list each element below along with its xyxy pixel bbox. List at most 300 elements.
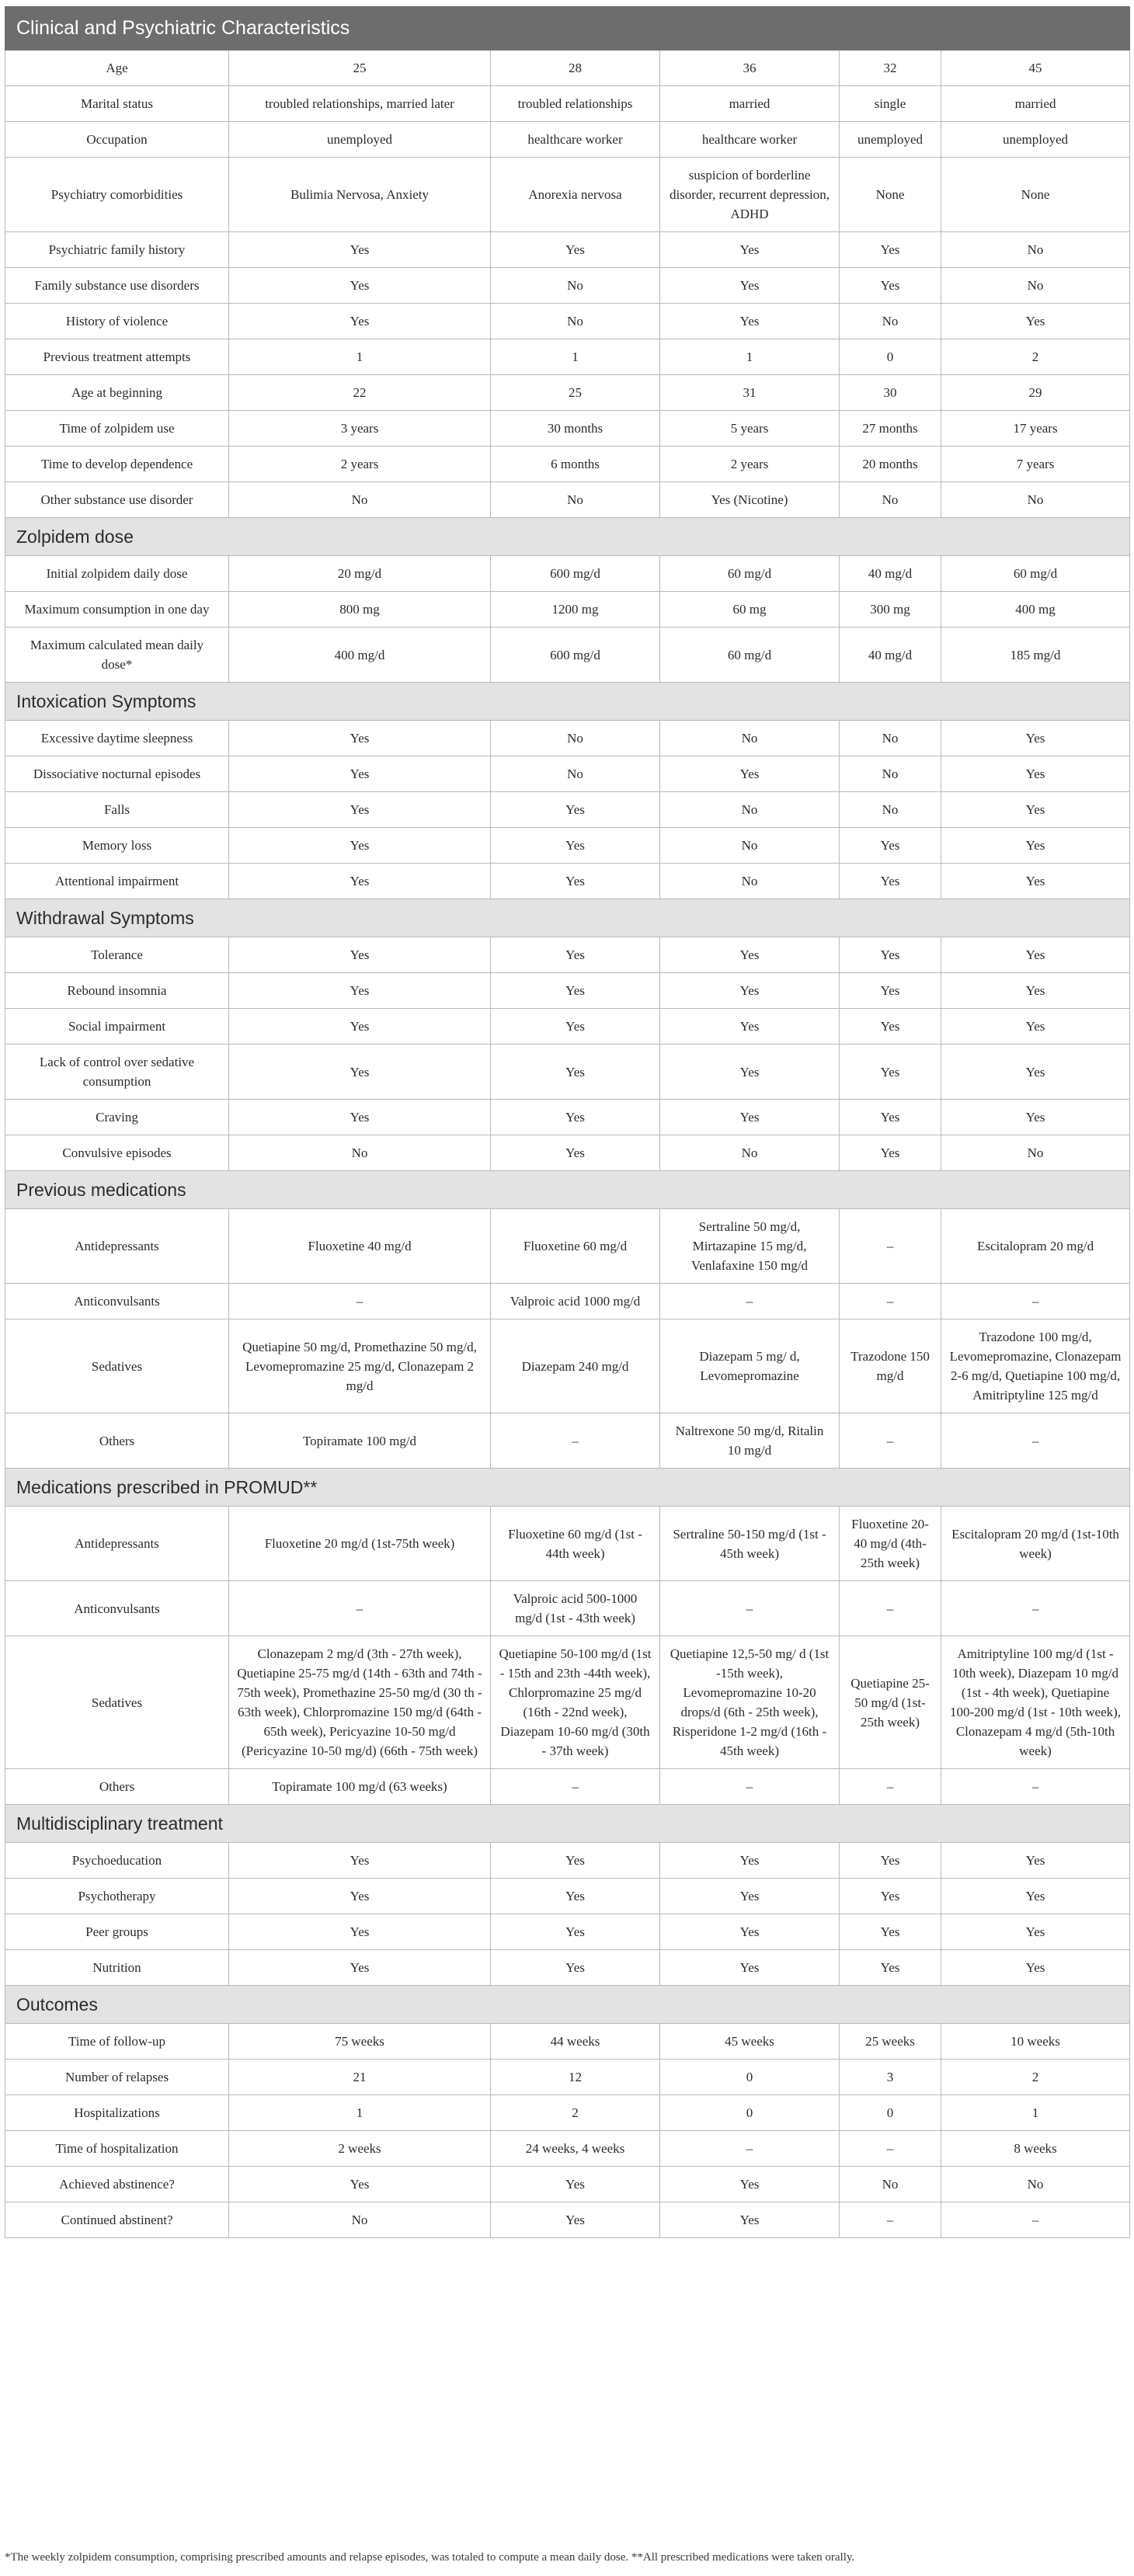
patient-3-cell: suspicion of borderline disorder, recurrent depression, ADHD [660, 158, 840, 232]
patient-2-cell: Yes [491, 1843, 660, 1879]
patient-1-cell: Yes [229, 1843, 491, 1879]
table-row [5, 556, 1130, 592]
patient-4-cell: Yes [840, 937, 941, 973]
table-row [5, 482, 1130, 518]
patient-3-cell: – [660, 2131, 840, 2167]
row-label: Psychotherapy [5, 1879, 229, 1914]
section-title: Previous medications [5, 1171, 1130, 1209]
row-label: Sedatives [5, 1636, 229, 1769]
table-row [5, 304, 1130, 339]
patient-2-cell: 600 mg/d [491, 556, 660, 592]
patient-1-cell: 1 [229, 339, 491, 375]
patient-2-cell: Yes [491, 792, 660, 828]
row-label: Achieved abstinence? [5, 2167, 229, 2202]
patient-1-cell: 800 mg [229, 592, 491, 627]
patient-2-cell: 600 mg/d [491, 627, 660, 683]
row-label: Marital status [5, 86, 229, 122]
patient-4-cell: Fluoxetine 20-40 mg/d (4th-25th week) [840, 1507, 941, 1581]
row-label: Family substance use disorders [5, 268, 229, 304]
table-row [5, 86, 1130, 122]
table-row [5, 1319, 1130, 1413]
table-row [5, 2167, 1130, 2202]
patient-5-cell: – [941, 1769, 1130, 1805]
patient-3-cell: 60 mg/d [660, 556, 840, 592]
section-header-previous-medications [5, 1171, 1130, 1209]
patient-5-cell: No [941, 232, 1130, 268]
patient-2-cell: Yes [491, 1135, 660, 1171]
patient-5-cell: 400 mg [941, 592, 1130, 627]
patient-3-cell: Yes [660, 2167, 840, 2202]
patient-3-cell: 60 mg [660, 592, 840, 627]
table-row [5, 2095, 1130, 2131]
patient-2-cell: Yes [491, 1100, 660, 1135]
patient-3-cell: Yes [660, 268, 840, 304]
patient-2-cell: Yes [491, 2167, 660, 2202]
patient-1-cell: Yes [229, 721, 491, 756]
section-header-intoxication-symptoms [5, 683, 1130, 721]
patient-1-cell: Fluoxetine 40 mg/d [229, 1209, 491, 1284]
patient-2-cell: Yes [491, 1879, 660, 1914]
patient-2-cell: No [491, 721, 660, 756]
patient-5-cell: – [941, 2202, 1130, 2238]
patient-5-cell: Yes [941, 1950, 1130, 1986]
row-label: Convulsive episodes [5, 1135, 229, 1171]
row-label: Number of relapses [5, 2060, 229, 2095]
patient-4-cell: Yes [840, 1879, 941, 1914]
patient-1-cell: 20 mg/d [229, 556, 491, 592]
row-label: Rebound insomnia [5, 973, 229, 1009]
patient-5-cell: Yes [941, 1100, 1130, 1135]
patient-2-cell: Yes [491, 232, 660, 268]
patient-3-cell: 36 [660, 50, 840, 86]
patient-5-cell: Yes [941, 1914, 1130, 1950]
patient-1-cell: Yes [229, 973, 491, 1009]
patient-1-cell: 25 [229, 50, 491, 86]
patient-1-cell: Yes [229, 864, 491, 899]
patient-2-cell: Fluoxetine 60 mg/d (1st - 44th week) [491, 1507, 660, 1581]
patient-3-cell: Yes [660, 1843, 840, 1879]
table-row [5, 122, 1130, 158]
patient-1-cell: Yes [229, 1045, 491, 1100]
patient-2-cell: Yes [491, 2202, 660, 2238]
patient-3-cell: Yes [660, 304, 840, 339]
row-label: Psychiatry comorbidities [5, 158, 229, 232]
table-row [5, 1135, 1130, 1171]
patient-3-cell: 2 years [660, 447, 840, 482]
table-title-row [5, 7, 1130, 50]
patient-1-cell: Yes [229, 937, 491, 973]
patient-4-cell: Yes [840, 1009, 941, 1045]
patient-5-cell: Yes [941, 828, 1130, 864]
row-label: Anticonvulsants [5, 1581, 229, 1636]
patient-3-cell: 31 [660, 375, 840, 411]
section-header-multidisciplinary-treatment [5, 1805, 1130, 1843]
patient-4-cell: – [840, 1769, 941, 1805]
patient-1-cell: 22 [229, 375, 491, 411]
table-row [5, 1045, 1130, 1100]
patient-5-cell: Yes [941, 1843, 1130, 1879]
patient-5-cell: – [941, 1581, 1130, 1636]
section-title: Medications prescribed in PROMUD** [5, 1469, 1130, 1507]
patient-5-cell: Yes [941, 721, 1130, 756]
patient-5-cell: No [941, 2167, 1130, 2202]
patient-1-cell: No [229, 482, 491, 518]
patient-4-cell: Yes [840, 1135, 941, 1171]
patient-2-cell: 6 months [491, 447, 660, 482]
patient-4-cell: Yes [840, 1843, 941, 1879]
patient-4-cell: 40 mg/d [840, 556, 941, 592]
patient-4-cell: 27 months [840, 411, 941, 447]
patient-5-cell: 2 [941, 339, 1130, 375]
patient-3-cell: 0 [660, 2060, 840, 2095]
patient-3-cell: Yes [660, 1879, 840, 1914]
patient-1-cell: Yes [229, 2167, 491, 2202]
patient-5-cell: Escitalopram 20 mg/d (1st-10th week) [941, 1507, 1130, 1581]
patient-1-cell: 2 years [229, 447, 491, 482]
table-row [5, 411, 1130, 447]
section-title: Multidisciplinary treatment [5, 1805, 1130, 1843]
patient-1-cell: Clonazepam 2 mg/d (3th - 27th week), Quetiapine 25-75 mg/d (14th - 63th and 74th - 75th week), Promethazine 25-50 mg/d (30 th - 63th week), Chlorpromazine 150 mg/d (64th - 65th week), Pericyazine 10-50 mg/d (Pericyazine 10-50 mg/d) (66th - 75th week) [229, 1636, 491, 1769]
patient-1-cell: Topiramate 100 mg/d [229, 1413, 491, 1469]
patient-5-cell: Yes [941, 1879, 1130, 1914]
patient-5-cell: 8 weeks [941, 2131, 1130, 2167]
patient-4-cell: No [840, 2167, 941, 2202]
patient-1-cell: 1 [229, 2095, 491, 2131]
table-row [5, 792, 1130, 828]
patient-2-cell: Yes [491, 973, 660, 1009]
row-label: Excessive daytime sleepness [5, 721, 229, 756]
patient-3-cell: 60 mg/d [660, 627, 840, 683]
table-row [5, 1914, 1130, 1950]
patient-5-cell: Trazodone 100 mg/d, Levomepromazine, Clonazepam 2-6 mg/d, Quetiapine 100 mg/d, Amitriptyline 125 mg/d [941, 1319, 1130, 1413]
patient-1-cell: Yes [229, 1950, 491, 1986]
patient-3-cell: No [660, 1135, 840, 1171]
patient-5-cell: 2 [941, 2060, 1130, 2095]
row-label: Previous treatment attempts [5, 339, 229, 375]
table-row [5, 158, 1130, 232]
patient-3-cell: Yes [660, 1914, 840, 1950]
section-header-outcomes [5, 1986, 1130, 2024]
table-row [5, 1581, 1130, 1636]
table-row [5, 864, 1130, 899]
patient-2-cell: – [491, 1769, 660, 1805]
row-label: Time of hospitalization [5, 2131, 229, 2167]
patient-4-cell: 40 mg/d [840, 627, 941, 683]
patient-4-cell: 0 [840, 339, 941, 375]
patient-2-cell: 28 [491, 50, 660, 86]
patient-4-cell: No [840, 756, 941, 792]
patient-4-cell: Yes [840, 1914, 941, 1950]
patient-2-cell: healthcare worker [491, 122, 660, 158]
patient-2-cell: Fluoxetine 60 mg/d [491, 1209, 660, 1284]
footnote-1: *The weekly zolpidem consumption, comprising prescribed amounts and relapse episodes, was totaled to compute a mean daily dose. [5, 2551, 629, 2564]
patient-5-cell: 10 weeks [941, 2024, 1130, 2060]
patient-3-cell: 5 years [660, 411, 840, 447]
patient-3-cell: – [660, 1769, 840, 1805]
patient-5-cell: 17 years [941, 411, 1130, 447]
patient-4-cell: Yes [840, 1100, 941, 1135]
table-row [5, 1636, 1130, 1769]
patient-4-cell: No [840, 721, 941, 756]
patient-5-cell: Yes [941, 756, 1130, 792]
patient-3-cell: – [660, 1581, 840, 1636]
patient-2-cell: No [491, 268, 660, 304]
patient-1-cell: Yes [229, 232, 491, 268]
patient-5-cell: Yes [941, 1009, 1130, 1045]
patient-4-cell: – [840, 1209, 941, 1284]
table-row [5, 937, 1130, 973]
patient-5-cell: – [941, 1413, 1130, 1469]
patient-1-cell: Fluoxetine 20 mg/d (1st-75th week) [229, 1507, 491, 1581]
patient-3-cell: Sertraline 50 mg/d, Mirtazapine 15 mg/d, Venlafaxine 150 mg/d [660, 1209, 840, 1284]
patient-5-cell: Escitalopram 20 mg/d [941, 1209, 1130, 1284]
patient-3-cell: healthcare worker [660, 122, 840, 158]
patient-5-cell: 29 [941, 375, 1130, 411]
footnote [5, 2551, 1129, 2564]
patient-2-cell: Anorexia nervosa [491, 158, 660, 232]
patient-3-cell: Yes [660, 937, 840, 973]
patient-4-cell: No [840, 304, 941, 339]
patient-2-cell: 25 [491, 375, 660, 411]
row-label: Others [5, 1413, 229, 1469]
row-label: Antidepressants [5, 1209, 229, 1284]
patient-1-cell: troubled relationships, married later [229, 86, 491, 122]
patient-5-cell: No [941, 1135, 1130, 1171]
patient-2-cell: No [491, 304, 660, 339]
row-label: Other substance use disorder [5, 482, 229, 518]
section-header-zolpidem-dose [5, 518, 1130, 556]
patient-3-cell: 1 [660, 339, 840, 375]
table-row [5, 232, 1130, 268]
patient-5-cell: 185 mg/d [941, 627, 1130, 683]
characteristics-table [5, 6, 1130, 2238]
row-label: Falls [5, 792, 229, 828]
row-label: Others [5, 1769, 229, 1805]
patient-3-cell: Yes [660, 1950, 840, 1986]
patient-3-cell: – [660, 1284, 840, 1319]
table-row [5, 1843, 1130, 1879]
patient-3-cell: Naltrexone 50 mg/d, Ritalin 10 mg/d [660, 1413, 840, 1469]
patient-1-cell: Yes [229, 756, 491, 792]
patient-4-cell: Yes [840, 232, 941, 268]
patient-2-cell: 1 [491, 339, 660, 375]
table-row [5, 50, 1130, 86]
patient-5-cell: No [941, 482, 1130, 518]
patient-2-cell: 12 [491, 2060, 660, 2095]
row-label: Initial zolpidem daily dose [5, 556, 229, 592]
footnote-2: **All prescribed medications were taken orally. [631, 2551, 855, 2564]
patient-5-cell: Yes [941, 864, 1130, 899]
row-label: Dissociative nocturnal episodes [5, 756, 229, 792]
patient-1-cell: Yes [229, 268, 491, 304]
patient-1-cell: unemployed [229, 122, 491, 158]
table-row [5, 2024, 1130, 2060]
table-title: Clinical and Psychiatric Characteristics [5, 7, 1130, 50]
patient-1-cell: Bulimia Nervosa, Anxiety [229, 158, 491, 232]
patient-1-cell: 75 weeks [229, 2024, 491, 2060]
patient-3-cell: married [660, 86, 840, 122]
patient-5-cell: Yes [941, 973, 1130, 1009]
row-label: Peer groups [5, 1914, 229, 1950]
patient-5-cell: No [941, 268, 1130, 304]
patient-4-cell: No [840, 792, 941, 828]
patient-4-cell: No [840, 482, 941, 518]
table-row [5, 339, 1130, 375]
patient-5-cell: Yes [941, 304, 1130, 339]
patient-3-cell: No [660, 864, 840, 899]
row-label: Time of zolpidem use [5, 411, 229, 447]
table-row [5, 721, 1130, 756]
row-label: Time to develop dependence [5, 447, 229, 482]
table-row [5, 592, 1130, 627]
patient-3-cell: No [660, 828, 840, 864]
patient-2-cell: 30 months [491, 411, 660, 447]
patient-4-cell: – [840, 2131, 941, 2167]
patient-5-cell: 60 mg/d [941, 556, 1130, 592]
patient-1-cell: – [229, 1284, 491, 1319]
row-label: Maximum consumption in one day [5, 592, 229, 627]
row-label: Craving [5, 1100, 229, 1135]
patient-3-cell: Yes [660, 2202, 840, 2238]
row-label: Attentional impairment [5, 864, 229, 899]
patient-4-cell: – [840, 1284, 941, 1319]
section-title: Intoxication Symptoms [5, 683, 1130, 721]
patient-5-cell: None [941, 158, 1130, 232]
patient-2-cell: Valproic acid 500-1000 mg/d (1st - 43th week) [491, 1581, 660, 1636]
table-row [5, 2202, 1130, 2238]
patient-3-cell: Yes [660, 756, 840, 792]
patient-1-cell: Yes [229, 304, 491, 339]
table-row [5, 2131, 1130, 2167]
patient-3-cell: Yes [660, 1045, 840, 1100]
patient-3-cell: 0 [660, 2095, 840, 2131]
patient-3-cell: 45 weeks [660, 2024, 840, 2060]
patient-2-cell: 1200 mg [491, 592, 660, 627]
patient-4-cell: Yes [840, 1045, 941, 1100]
patient-4-cell: 20 months [840, 447, 941, 482]
patient-2-cell: Yes [491, 1914, 660, 1950]
patient-5-cell: Yes [941, 792, 1130, 828]
patient-1-cell: No [229, 1135, 491, 1171]
table-row [5, 375, 1130, 411]
patient-4-cell: – [840, 2202, 941, 2238]
table-row [5, 756, 1130, 792]
patient-2-cell: Yes [491, 828, 660, 864]
patient-3-cell: Quetiapine 12,5-50 mg/ d (1st -15th week), Levomepromazine 10-20 drops/d (6th - 25th week), Risperidone 1-2 mg/d (16th - 45th week) [660, 1636, 840, 1769]
patient-2-cell: 44 weeks [491, 2024, 660, 2060]
table-row [5, 1507, 1130, 1581]
patient-1-cell: Yes [229, 828, 491, 864]
patient-4-cell: Yes [840, 973, 941, 1009]
patient-1-cell: Yes [229, 1914, 491, 1950]
row-label: Lack of control over sedative consumption [5, 1045, 229, 1100]
patient-3-cell: Yes [660, 232, 840, 268]
table-row [5, 1950, 1130, 1986]
patient-2-cell: No [491, 482, 660, 518]
patient-2-cell: Quetiapine 50-100 mg/d (1st - 15th and 23th -44th week), Chlorpromazine 25 mg/d (16th - 22nd week), Diazepam 10-60 mg/d (30th - 37th week) [491, 1636, 660, 1769]
patient-2-cell: Yes [491, 1950, 660, 1986]
patient-1-cell: Yes [229, 1009, 491, 1045]
patient-3-cell: Diazepam 5 mg/ d, Levomepromazine [660, 1319, 840, 1413]
row-label: Occupation [5, 122, 229, 158]
row-label: Antidepressants [5, 1507, 229, 1581]
row-label: Anticonvulsants [5, 1284, 229, 1319]
patient-5-cell: 45 [941, 50, 1130, 86]
patient-4-cell: – [840, 1581, 941, 1636]
patient-4-cell: Trazodone 150 mg/d [840, 1319, 941, 1413]
patient-1-cell: Yes [229, 1879, 491, 1914]
patient-4-cell: Quetiapine 25-50 mg/d (1st-25th week) [840, 1636, 941, 1769]
patient-2-cell: – [491, 1413, 660, 1469]
table-row [5, 1284, 1130, 1319]
section-header-medications-prescribed-in-promud [5, 1469, 1130, 1507]
patient-4-cell: unemployed [840, 122, 941, 158]
patient-1-cell: Yes [229, 1100, 491, 1135]
patient-4-cell: 0 [840, 2095, 941, 2131]
patient-3-cell: Yes [660, 973, 840, 1009]
patient-4-cell: Yes [840, 1950, 941, 1986]
patient-5-cell: married [941, 86, 1130, 122]
table-row [5, 1009, 1130, 1045]
patient-2-cell: Yes [491, 1009, 660, 1045]
patient-5-cell: – [941, 1284, 1130, 1319]
patient-1-cell: – [229, 1581, 491, 1636]
table-row [5, 1879, 1130, 1914]
table-row [5, 828, 1130, 864]
patient-4-cell: 25 weeks [840, 2024, 941, 2060]
table-row [5, 2060, 1130, 2095]
patient-4-cell: Yes [840, 864, 941, 899]
patient-3-cell: Yes (Nicotine) [660, 482, 840, 518]
table-row [5, 1100, 1130, 1135]
patient-2-cell: Yes [491, 937, 660, 973]
patient-5-cell: 7 years [941, 447, 1130, 482]
patient-1-cell: 2 weeks [229, 2131, 491, 2167]
patient-4-cell: Yes [840, 828, 941, 864]
table-row [5, 1769, 1130, 1805]
table-row [5, 447, 1130, 482]
patient-1-cell: Quetiapine 50 mg/d, Promethazine 50 mg/d, Levomepromazine 25 mg/d, Clonazepam 2 mg/d [229, 1319, 491, 1413]
patient-5-cell: Amitriptyline 100 mg/d (1st - 10th week), Diazepam 10 mg/d (1st - 4th week), Quetiapine 100-200 mg/d (1st - 10th week), Clonazepam 4 mg/d (5th-10th week) [941, 1636, 1130, 1769]
row-label: Nutrition [5, 1950, 229, 1986]
row-label: Sedatives [5, 1319, 229, 1413]
patient-2-cell: 24 weeks, 4 weeks [491, 2131, 660, 2167]
patient-4-cell: – [840, 1413, 941, 1469]
row-label: Memory loss [5, 828, 229, 864]
patient-3-cell: No [660, 721, 840, 756]
row-label: Time of follow-up [5, 2024, 229, 2060]
patient-1-cell: No [229, 2202, 491, 2238]
row-label: Psychoeducation [5, 1843, 229, 1879]
section-header-withdrawal-symptoms [5, 899, 1130, 937]
row-label: Maximum calculated mean daily dose* [5, 627, 229, 683]
table-row [5, 627, 1130, 683]
table-row [5, 1209, 1130, 1284]
patient-4-cell: 3 [840, 2060, 941, 2095]
patient-3-cell: Yes [660, 1100, 840, 1135]
patient-1-cell: Topiramate 100 mg/d (63 weeks) [229, 1769, 491, 1805]
row-label: Hospitalizations [5, 2095, 229, 2131]
patient-2-cell: 2 [491, 2095, 660, 2131]
table-row [5, 268, 1130, 304]
row-label: Continued abstinent? [5, 2202, 229, 2238]
patient-4-cell: 30 [840, 375, 941, 411]
patient-4-cell: 300 mg [840, 592, 941, 627]
row-label: Age [5, 50, 229, 86]
row-label: Social impairment [5, 1009, 229, 1045]
patient-4-cell: single [840, 86, 941, 122]
section-title: Zolpidem dose [5, 518, 1130, 556]
